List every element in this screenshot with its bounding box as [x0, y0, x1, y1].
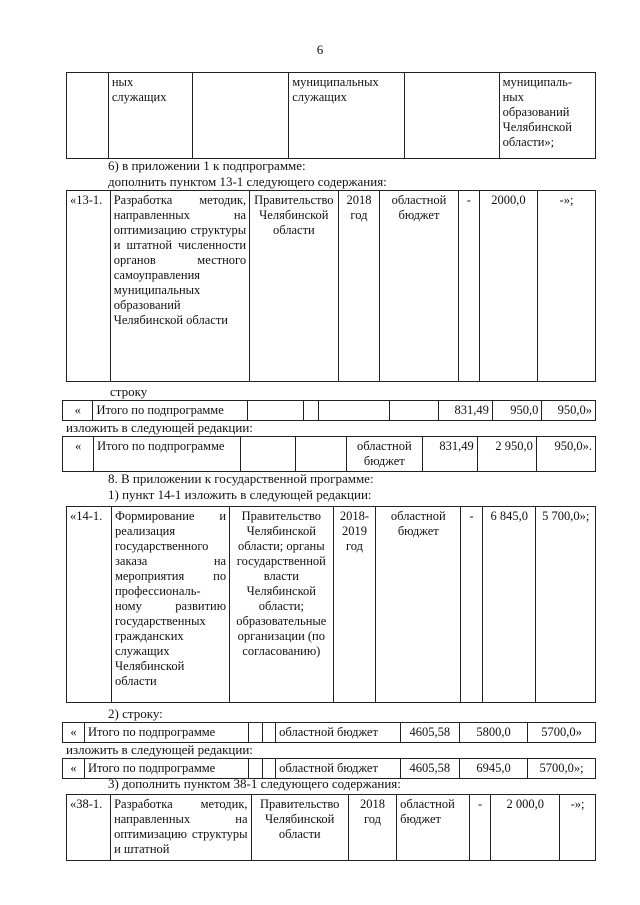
total-v3: 950,0». — [536, 437, 595, 472]
table-cell: муниципальных служащих — [289, 73, 405, 159]
row-number: «14-1. — [67, 507, 112, 703]
row-number: «13-1. — [67, 191, 111, 382]
table-cell — [296, 437, 347, 472]
table-cell — [67, 73, 109, 159]
total-label: Итого по подпрограмме — [84, 759, 248, 779]
total-v1: 831,49 — [439, 401, 493, 421]
total-v2: 2 950,0 — [477, 437, 536, 472]
funding-source: областной бюджет — [397, 795, 470, 861]
amount: 2000,0 — [479, 191, 537, 382]
section-8-line1: 8. В приложении к государственной программе: — [108, 471, 374, 486]
table-cell — [241, 437, 296, 472]
total-row-new — [62, 436, 596, 472]
funding-source: областной бюджет — [276, 723, 400, 743]
table-cell — [262, 723, 276, 743]
total-row-old-2 — [62, 722, 596, 743]
funding-source: областной бюджет — [276, 759, 400, 779]
year: 2018 год — [348, 795, 396, 861]
row-end: -»; — [537, 191, 595, 382]
total-v2: 6945,0 — [460, 759, 528, 779]
row-end: -»; — [560, 795, 596, 861]
quote: « — [63, 723, 85, 743]
amount: 6 845,0 — [483, 507, 536, 703]
total-label: Итого по подпрограмме — [94, 437, 241, 472]
table-cell — [389, 401, 438, 421]
dash: - — [458, 191, 479, 382]
table-cell: муниципаль-ных образований Челябинской области»; — [499, 73, 595, 159]
table-cell — [405, 73, 499, 159]
table-cell — [303, 401, 319, 421]
total-v1: 831,49 — [422, 437, 477, 472]
quote: « — [63, 437, 94, 472]
year: 2018-2019 год — [333, 507, 376, 703]
total-v2: 5800,0 — [460, 723, 528, 743]
total-v3: 950,0» — [542, 401, 596, 421]
section-3-line: 3) дополнить пунктом 38-1 следующего содержания: — [108, 776, 401, 791]
total-v1: 4605,58 — [400, 723, 460, 743]
section-8-line2: 1) пункт 14-1 изложить в следующей редакции: — [108, 487, 372, 502]
dash: - — [461, 507, 483, 703]
executor: Правительство Челябинской области; органы государственной власти Челябинской области; образовательные организации (по согласованию) — [230, 507, 334, 703]
table-cell — [248, 401, 304, 421]
year: 2018 год — [338, 191, 380, 382]
quote: « — [63, 759, 85, 779]
table-cell: ных служащих — [108, 73, 192, 159]
table-cell — [193, 73, 289, 159]
izlozhit-line1: изложить в следующей редакции: — [66, 420, 253, 435]
measure-name: Разработка методик, направленных на оптимизацию структуры и штатной численности органов местного самоуправления муниципальных образований Челябинской области — [110, 191, 249, 382]
executor: Правительство Челябинской области — [251, 795, 348, 861]
total-label: Итого по подпрограмме — [84, 723, 248, 743]
word-stroku: строку — [110, 384, 148, 399]
top-table — [66, 72, 596, 159]
funding-source: областной бюджет — [376, 507, 461, 703]
section-6-line2: дополнить пунктом 13-1 следующего содержания: — [108, 174, 387, 189]
measure-name: Разработка методик, направленных на оптимизацию структуры и штатной — [111, 795, 251, 861]
total-label: Итого по подпрограмме — [93, 401, 248, 421]
row-38-1-table — [66, 794, 596, 861]
row-14-1-table — [66, 506, 596, 703]
executor: Правительство Челябинской области — [250, 191, 339, 382]
total-v1: 4605,58 — [400, 759, 460, 779]
funding-source: областной бюджет — [380, 191, 458, 382]
total-row-old — [62, 400, 596, 421]
quote: « — [63, 401, 93, 421]
total-v3: 5700,0»; — [528, 759, 596, 779]
amount: 2 000,0 — [491, 795, 560, 861]
amount-2: 5 700,0»; — [536, 507, 596, 703]
page-number: 6 — [316, 42, 324, 57]
table-cell — [249, 723, 263, 743]
total-v3: 5700,0» — [528, 723, 596, 743]
section-2-line: 2) строку: — [108, 706, 163, 721]
section-6-line1: 6) в приложении 1 к подпрограмме: — [108, 158, 306, 173]
funding-source: областной бюджет — [346, 437, 422, 472]
izlozhit-line2: изложить в следующей редакции: — [66, 742, 253, 757]
row-13-1-table — [66, 190, 596, 382]
total-v2: 950,0 — [492, 401, 541, 421]
table-cell — [319, 401, 389, 421]
dash: - — [469, 795, 491, 861]
row-number: «38-1. — [67, 795, 111, 861]
measure-name: Формирование и реализация государственного заказа на мероприятия по профессиональ-ному развитию государственных гражданских служащих Челябинской области — [111, 507, 229, 703]
